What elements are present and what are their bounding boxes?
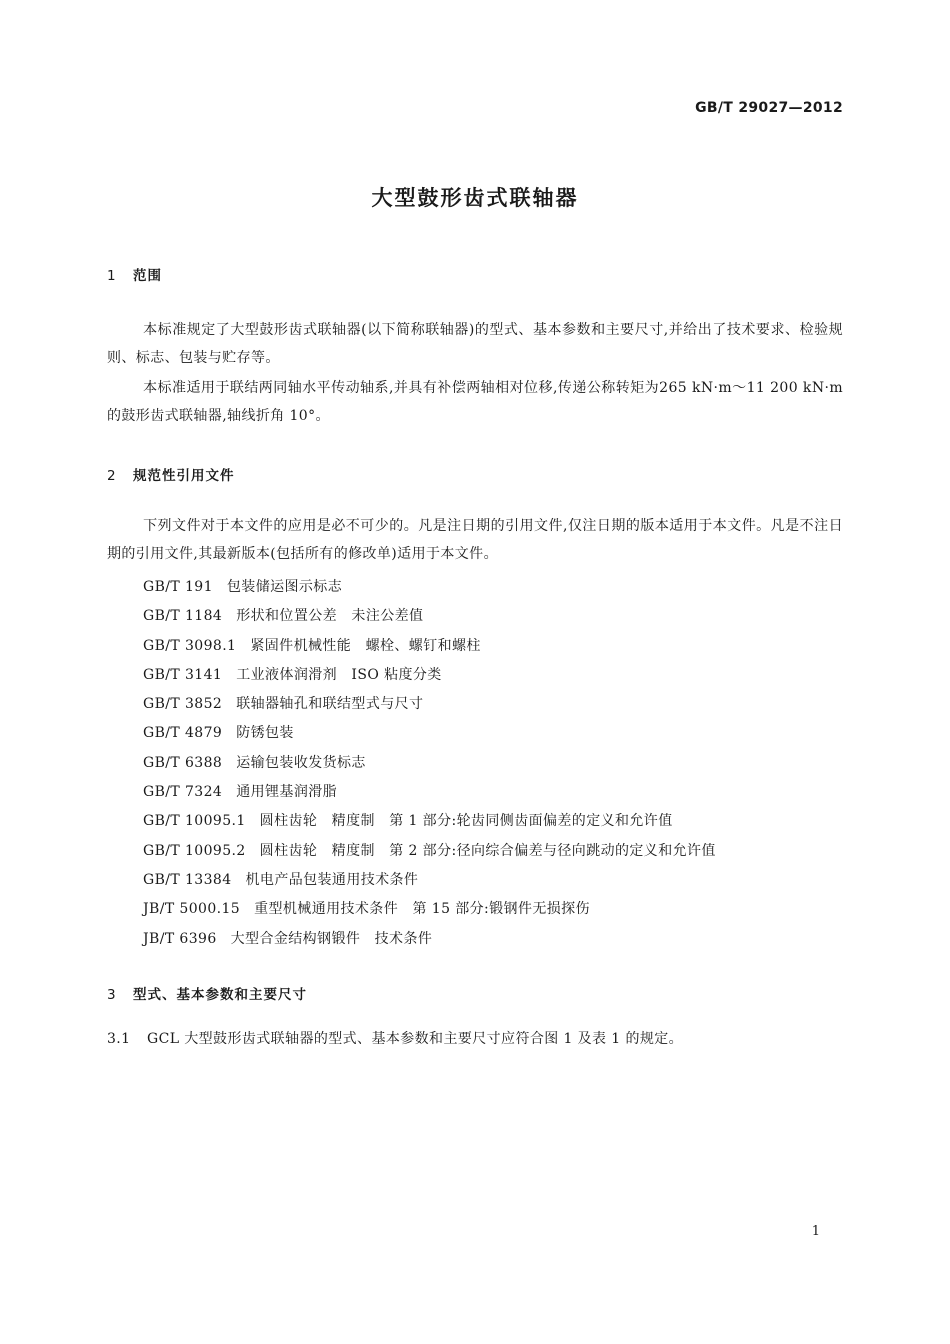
clause-text: GCL 大型鼓形齿式联轴器的型式、基本参数和主要尺寸应符合图 1 及表 1 的规定。 (147, 1031, 684, 1047)
section-1-heading (107, 264, 162, 284)
reference-item (143, 778, 716, 807)
reference-code: GB/T 7324 (143, 784, 223, 801)
reference-code: GB/T 3141 (143, 666, 223, 683)
reference-item (143, 866, 716, 895)
section-3-title: 型式、基本参数和主要尺寸 (133, 987, 307, 1003)
reference-title: 大型合金结构钢锻件 技术条件 (230, 930, 433, 947)
reference-code: GB/T 10095.2 (143, 842, 246, 859)
normative-references-list (143, 573, 716, 954)
reference-item (143, 602, 716, 631)
reference-item (143, 895, 716, 924)
section-2-number: 2 (107, 468, 117, 484)
reference-code: JB/T 6396 (143, 930, 217, 947)
section-1-title: 范围 (133, 268, 162, 284)
section-2-title: 规范性引用文件 (133, 468, 235, 484)
reference-title: 运输包装收发货标志 (236, 754, 366, 771)
reference-code: GB/T 3098.1 (143, 637, 237, 654)
reference-item (143, 925, 716, 954)
reference-item (143, 749, 716, 778)
section-1-number: 1 (107, 268, 117, 284)
section-1-paragraph-1-text: 本标准规定了大型鼓形齿式联轴器(以下简称联轴器)的型式、基本参数和主要尺寸,并给出了技术要求、检验规则、标志、包装与贮存等。 (107, 322, 843, 366)
reference-code: GB/T 6388 (143, 754, 223, 771)
section-3-number: 3 (107, 987, 117, 1003)
reference-title: 圆柱齿轮 精度制 第 1 部分:轮齿同侧齿面偏差的定义和允许值 (259, 813, 673, 830)
reference-item (143, 661, 716, 690)
section-1-paragraph-2-text: 本标准适用于联结两同轴水平传动轴系,并具有补偿两轴相对位移,传递公称转矩为265 kN·m～11 200 kN·m 的鼓形齿式联轴器,轴线折角 10°。 (107, 380, 843, 424)
reference-code: GB/T 10095.1 (143, 813, 246, 830)
reference-title: 包装储运图示标志 (226, 579, 343, 595)
reference-code: GB/T 3852 (143, 696, 223, 713)
reference-title: 通用锂基润滑脂 (236, 784, 338, 801)
section-2-heading (107, 464, 235, 484)
reference-title: 机电产品包装通用技术条件 (245, 871, 419, 888)
reference-item (143, 690, 716, 719)
reference-item (143, 632, 716, 661)
reference-code: GB/T 1184 (143, 608, 223, 625)
clause-number: 3.1 (107, 1031, 131, 1047)
section-2-paragraph-1 (107, 512, 843, 568)
document-title: 大型鼓形齿式联轴器 (371, 186, 579, 210)
clause-3-1 (107, 1028, 683, 1048)
section-1-paragraph-2 (107, 374, 843, 430)
page-number: 1 (811, 1224, 820, 1239)
reference-code: JB/T 5000.15 (143, 901, 241, 918)
reference-item (143, 573, 716, 602)
section-3-heading (107, 983, 307, 1003)
reference-title: 圆柱齿轮 精度制 第 2 部分:径向综合偏差与径向跳动的定义和允许值 (259, 842, 716, 859)
reference-code: GB/T 4879 (143, 725, 223, 742)
reference-code: GB/T 13384 (143, 871, 232, 888)
section-1-paragraph-1 (107, 316, 843, 372)
reference-code: GB/T 191 (143, 579, 213, 595)
reference-title: 联轴器轴孔和联结型式与尺寸 (236, 696, 424, 713)
section-2-paragraph-1-text: 下列文件对于本文件的应用是必不可少的。凡是注日期的引用文件,仅注日期的版本适用于本文件。凡是不注日期的引用文件,其最新版本(包括所有的修改单)适用于本文件。 (107, 518, 843, 562)
standard-code: GB/T 29027—2012 (695, 100, 843, 116)
reference-title: 工业液体润滑剂 ISO 粘度分类 (236, 666, 442, 683)
reference-title: 紧固件机械性能 螺栓、螺钉和螺柱 (250, 637, 481, 654)
reference-title: 形状和位置公差 未注公差值 (236, 608, 424, 625)
reference-item (143, 719, 716, 748)
reference-item (143, 837, 716, 866)
reference-title: 重型机械通用技术条件 第 15 部分:锻钢件无损探伤 (254, 901, 590, 918)
reference-title: 防锈包装 (236, 725, 294, 742)
reference-item (143, 807, 716, 836)
